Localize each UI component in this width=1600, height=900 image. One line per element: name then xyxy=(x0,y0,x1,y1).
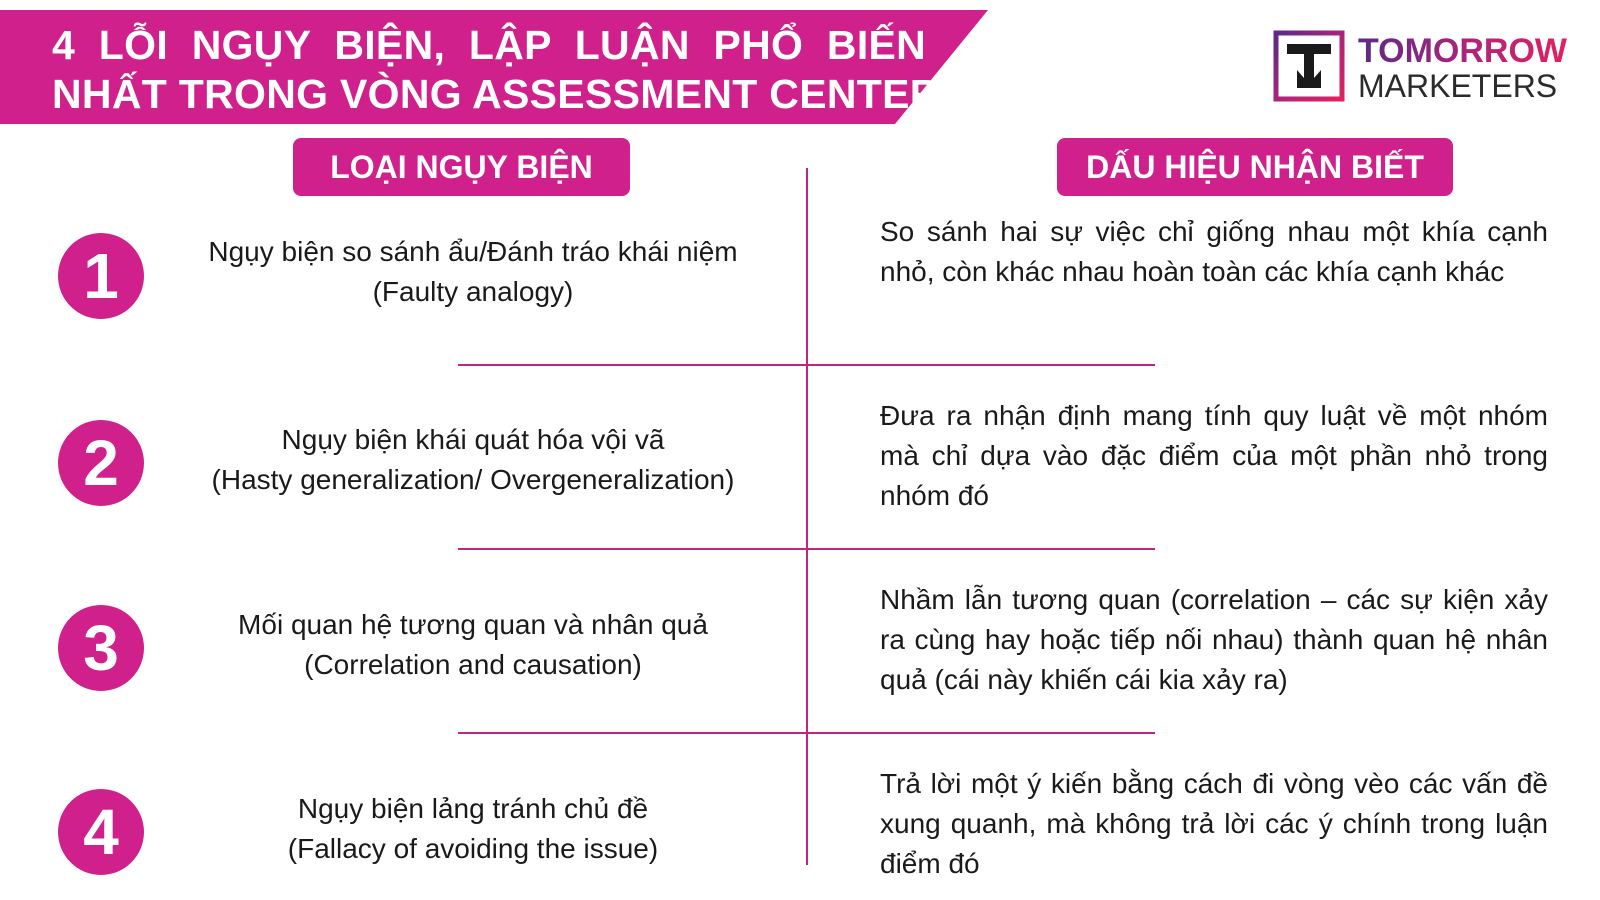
logo-text-marketers: MARKETERS xyxy=(1358,68,1558,104)
sign-2: Đưa ra nhận định mang tính quy luật về một nhóm mà chỉ dựa vào đặc điểm của một phần nhỏ trong nhóm đó xyxy=(880,400,1548,511)
fallacy-3-vi: Mối quan hệ tương quan và nhân quả xyxy=(238,609,708,640)
number-badge-3: 3 xyxy=(58,605,144,691)
fallacy-2 xyxy=(160,420,786,500)
column-header-signs: DẤU HIỆU NHẬN BIẾT xyxy=(1057,138,1453,196)
fallacy-2-vi: Ngụy biện khái quát hóa vội vã xyxy=(281,424,665,455)
number-badge-2: 2 xyxy=(58,420,144,506)
fallacy-2-en: (Hasty generalization/ Overgeneralization) xyxy=(211,464,735,495)
fallacy-1-vi: Ngụy biện so sánh ẩu/Đánh tráo khái niệm xyxy=(208,236,738,267)
number-badge-4: 4 xyxy=(58,789,144,875)
fallacy-3-en: (Correlation and causation) xyxy=(304,649,642,680)
row-divider-1 xyxy=(458,364,1155,366)
fallacy-4 xyxy=(160,789,786,869)
sign-3: Nhầm lẫn tương quan (correlation – các sự kiện xảy ra cùng hay hoặc tiếp nối nhau) thành quan hệ nhân quả (cái này khiến cái kia xảy ra) xyxy=(880,584,1548,695)
title-line-1: 4 LỖI NGỤY BIỆN, LẬP LUẬN PHỔ BIẾN xyxy=(52,22,927,68)
row-divider-2 xyxy=(458,548,1155,550)
row-divider-3 xyxy=(458,732,1155,734)
logo-mark-icon xyxy=(1273,30,1345,102)
title-line-2: NHẤT TRONG VÒNG ASSESSMENT CENTER xyxy=(52,71,940,117)
fallacy-4-vi: Ngụy biện lảng tránh chủ đề xyxy=(297,793,649,824)
fallacy-1-en: (Faulty analogy) xyxy=(372,276,574,307)
column-header-fallacy-type: LOẠI NGỤY BIỆN xyxy=(293,138,630,196)
sign-4: Trả lời một ý kiến bằng cách đi vòng vèo các vấn đề xung quanh, mà không trả lời các ý chính trong luận điểm đó xyxy=(880,768,1548,879)
sign-1: So sánh hai sự việc chỉ giống nhau một khía cạnh nhỏ, còn khác nhau hoàn toàn các khía cạnh khác xyxy=(880,216,1548,287)
logo-text-tomorrow: TOMORROW xyxy=(1358,32,1568,70)
number-badge-1: 1 xyxy=(58,233,144,319)
fallacy-1 xyxy=(160,232,786,312)
vertical-divider xyxy=(806,168,808,865)
fallacy-4-en: (Fallacy of avoiding the issue) xyxy=(287,833,659,864)
tomorrow-marketers-logo xyxy=(1273,30,1583,106)
fallacy-3 xyxy=(160,605,786,685)
